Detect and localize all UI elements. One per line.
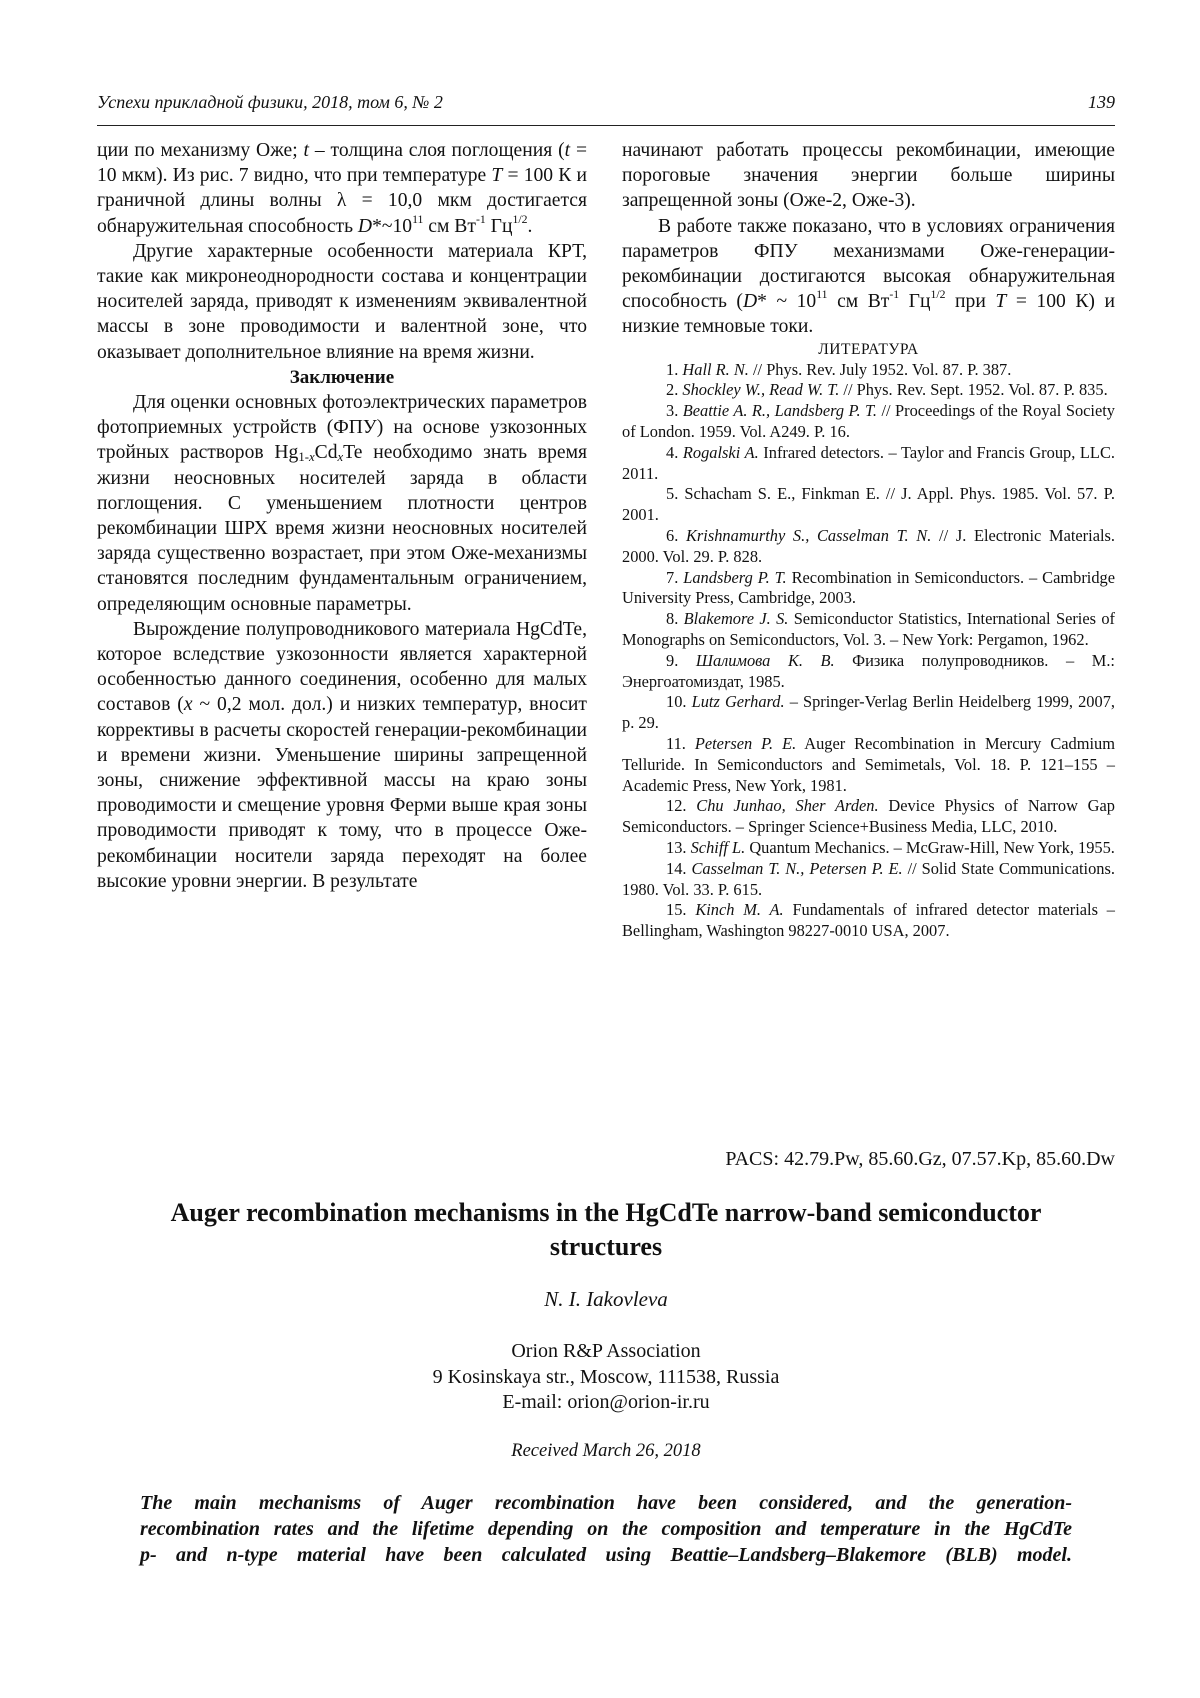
right-column: [622, 138, 1115, 942]
page-number: 139: [1088, 92, 1115, 112]
reference-item: 6. Krishnamurthy S., Casselman T. N. // J. Electronic Materials. 2000. Vol. 29. P. 828.: [622, 526, 1115, 566]
reference-item: 12. Chu Junhao, Sher Arden. Device Physics of Narrow Gap Semiconductors. – Springer Science+Business Media, LLC, 2010.: [622, 796, 1115, 837]
received-date: Received March 26, 2018: [511, 1441, 701, 1461]
reference-item: 9. Шалимова К. В. Физика полупроводников. – М.: Энергоатомиздат, 1985.: [622, 650, 1115, 691]
references-title: ЛИТЕРАТУРА: [818, 340, 919, 358]
reference-item: 4. Rogalski A. Infrared detectors. – Taylor and Francis Group, LLC. 2011.: [622, 442, 1115, 483]
paragraph-continued-right: начинают работать процессы рекомбинации, имеющие пороговые значения энергии больше ширины запрещенной зоны (Оже-2, Оже-3).: [622, 140, 1115, 212]
running-header: [97, 92, 1115, 126]
reference-item: 14. Casselman T. N., Petersen P. E. // Solid State Communications. 1980. Vol. 33. P. 615.: [622, 858, 1115, 899]
reference-item: 7. Landsberg P. T. Recombination in Semiconductors. – Cambridge University Press, Cambridge, 2003.: [622, 567, 1115, 608]
reference-item: 1. Hall R. N. // Phys. Rev. July 1952. Vol. 87. P. 387.: [666, 359, 1012, 379]
paragraph-result: В работе также показано, что в условиях ограничения параметров ФПУ механизмами Оже-генерации-рекомбинации достигаются высокая обнаружительная способность (D* ~ $10^{11}$ см $Вт^{-1}$ $Гц^{1/2}$ при T = 100 К) и низкие темновые токи.: [622, 215, 1115, 338]
reference-item: 3. Beattie A. R., Landsberg P. T. // Proceedings of the Royal Society of London. 1959. Vol. A249. P. 16.: [622, 401, 1115, 442]
section-title-conclusion: Заключение: [289, 366, 395, 388]
english-author: N. I. Iakovleva: [544, 1287, 668, 1311]
pacs-codes: PACS: 42.79.Pw, 85.60.Gz, 07.57.Kp, 85.60.Dw: [725, 1148, 1115, 1170]
journal-citation: Успехи прикладной физики, 2018, том 6, № 2: [97, 92, 443, 112]
left-column: [97, 138, 587, 894]
reference-item: 11. Petersen P. E. Auger Recombination in Mercury Cadmium Telluride. In Semiconductors and Semimetals, Vol. 18. P. 121–155 – Academic Press, New York, 1981.: [622, 733, 1115, 795]
paragraph-conclusion-2: Вырождение полупроводникового материала HgCdTe, которое вследствие узкозонности является характерной особенностью данного соединения, особенно для малых составов (x ~ 0,2 мол. дол.) и низких температур, вносит коррективы в расчеты скоростей генерации-рекомбинации и времени жизни. Уменьшение ширины запрещенной зоны, снижение эффективной массы на краю зоны проводимости и смещение уровня Ферми выше края зоны проводимости приводят к тому, что в процессе Оже-рекомбинации носители заряда переходят на более высокие уровни энергии. В результате: [97, 618, 587, 892]
english-abstract: The main mechanisms of Auger recombination have been considered, and the generation- recombination rates and the lifetime depending on the composition and temperature in the HgCdTe p- and n-type material have been calculated using Beattie–Landsberg–Blakemore (BLB) model.: [140, 1492, 1072, 1566]
affiliation: [97, 1339, 1115, 1416]
affiliation-org: Orion R&P Association: [511, 1340, 701, 1362]
reference-item: 15. Kinch M. A. Fundamentals of infrared detector materials – Bellingham, Washington 98227-0010 USA, 2007.: [622, 900, 1115, 941]
affiliation-email: E-mail: orion@orion-ir.ru: [502, 1391, 710, 1413]
reference-item: 2. Shockley W., Read W. T. // Phys. Rev. Sept. 1952. Vol. 87. P. 835.: [666, 380, 1108, 400]
paragraph-material-features: Другие характерные особенности материала КРТ, такие как микронеоднородности состава и концентрации носителей заряда, приводят к изменениям эквивалентной массы в зоне проводимости и валентной зоне, что оказывает дополнительное влияние на время жизни.: [97, 240, 587, 363]
reference-item: 10. Lutz Gerhard. – Springer-Verlag Berlin Heidelberg 1999, 2007, p. 29.: [622, 692, 1115, 733]
reference-item: 8. Blakemore J. S. Semiconductor Statistics, International Series of Monographs on Semiconductors, Vol. 3. – New York: Pergamon, 1962.: [622, 609, 1115, 649]
paragraph-continued: ции по механизму Оже; t – толщина слоя поглощения (t = 10 мкм). Из рис. 7 видно, что при температуре T = 100 К и граничной длины волны λ = 10,0 мкм достигается обнаружительная способность $D*\sim 10^{11}$ см $Вт^{-1}$ $Гц^{1/2}$.: [97, 140, 588, 237]
references-list: [622, 360, 1115, 942]
paragraph-conclusion-1: Для оценки основных фотоэлектрических параметров фотоприемных устройств (ФПУ) на основе узкозонных тройных растворов $Hg_{1-x}Cd_xTe$ необходимо знать время жизни неосновных носителей заряда в области поглощения. С уменьшением плотности центров рекомбинации ШРХ время жизни неосновных носителей заряда существенно возрастает, при этом Оже-механизмы становятся последним фундаментальным ограничением, определяющим основные параметры.: [97, 392, 587, 615]
english-title: Auger recombination mechanisms in the HgCdTe narrow-band semiconductor structures: [170, 1198, 1042, 1261]
reference-item: 5. Schacham S. E., Finkman E. // J. Appl. Phys. 1985. Vol. 57. P. 2001.: [622, 484, 1115, 525]
affiliation-address: 9 Kosinskaya str., Moscow, 111538, Russia: [432, 1365, 780, 1388]
reference-item: 13. Schiff L. Quantum Mechanics. – McGraw-Hill, New York, 1955.: [666, 837, 1115, 857]
